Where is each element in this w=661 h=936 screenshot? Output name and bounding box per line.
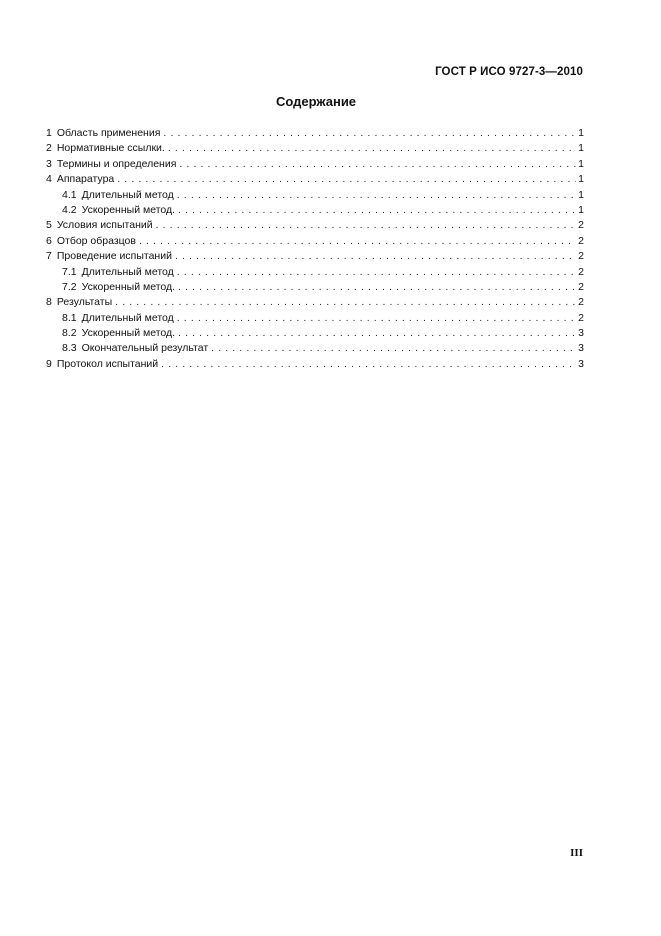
toc-dot-leader (175, 249, 576, 264)
toc-entry[interactable] (46, 357, 584, 372)
toc-entry[interactable] (46, 295, 584, 310)
toc-entry-page: 2 (578, 280, 584, 293)
toc-entry-label: Ускоренный метод. (81, 280, 176, 293)
toc-entry-number: 4 (46, 173, 52, 186)
toc-entry[interactable] (46, 126, 584, 141)
toc-entry-number: 7.1 (62, 265, 77, 278)
toc-dot-leader (177, 188, 576, 203)
toc-entry[interactable] (46, 172, 584, 187)
toc-entry-label: Условия испытаний (56, 219, 153, 232)
toc-subentry[interactable] (46, 311, 584, 326)
toc-entry[interactable] (46, 234, 584, 249)
toc-entry-label: Область применения (56, 127, 161, 139)
toc-entry-page: 1 (578, 142, 584, 155)
table-of-contents (46, 126, 584, 372)
toc-entry-number: 4.2 (62, 203, 77, 216)
page-number: III (570, 847, 583, 859)
toc-entry-page: 1 (578, 203, 584, 216)
toc-entry[interactable] (46, 141, 584, 156)
toc-dot-leader (117, 172, 576, 187)
toc-subentry[interactable] (46, 280, 584, 295)
toc-entry-number: 5 (46, 219, 52, 232)
toc-entry-page: 1 (578, 127, 584, 139)
toc-entry-label: Проведение испытаний (56, 250, 172, 263)
toc-entry-number: 4.1 (62, 188, 77, 201)
toc-entry-label: Отбор образцов (56, 234, 136, 247)
toc-entry-page: 2 (578, 311, 584, 324)
toc-dot-leader (156, 218, 577, 233)
toc-entry-page: 3 (578, 327, 584, 340)
document-code: ГОСТ Р ИСО 9727-3—2010 (435, 66, 583, 78)
toc-entry-label: Ускоренный метод. (81, 203, 176, 216)
toc-entry-label: Аппаратура (56, 173, 115, 186)
toc-dot-leader (139, 234, 576, 249)
toc-entry-page: 3 (578, 357, 584, 370)
toc-entry-number: 7.2 (62, 280, 77, 293)
toc-entry[interactable] (46, 249, 584, 264)
toc-entry-page: 2 (578, 234, 584, 247)
toc-dot-leader (178, 326, 576, 341)
toc-dot-leader (177, 311, 576, 326)
toc-entry-number: 6 (46, 234, 52, 247)
toc-dot-leader (178, 280, 576, 295)
toc-dot-leader (178, 203, 576, 218)
toc-entry-number: 2 (46, 142, 52, 155)
toc-entry-number: 8 (46, 296, 52, 309)
toc-entry-page: 2 (578, 265, 584, 278)
toc-dot-leader (115, 295, 576, 310)
toc-dot-leader (211, 341, 576, 356)
toc-entry-number: 1 (46, 127, 52, 139)
toc-entry-page: 3 (578, 342, 584, 355)
toc-dot-leader (163, 126, 576, 141)
toc-subentry[interactable] (46, 203, 584, 218)
toc-entry-label: Длительный метод (81, 265, 174, 278)
toc-subentry[interactable] (46, 265, 584, 280)
toc-entry-number: 7 (46, 250, 52, 263)
toc-entry-page: 2 (578, 250, 584, 263)
toc-entry-page: 2 (578, 296, 584, 309)
toc-entry-number: 8.2 (62, 327, 77, 340)
toc-entry-label: Ускоренный метод. (81, 327, 176, 340)
toc-subentry[interactable] (46, 326, 584, 341)
toc-dot-leader (177, 265, 576, 280)
toc-entry-label: Термины и определения (56, 157, 177, 170)
toc-entry-number: 8.3 (62, 342, 77, 355)
toc-dot-leader (161, 357, 576, 372)
toc-entry-label: Окончательный результат (81, 342, 209, 355)
toc-entry-number: 8.1 (62, 311, 77, 324)
toc-entry-label: Длительный метод (81, 311, 174, 324)
toc-entry-page: 1 (578, 157, 584, 170)
toc-entry-page: 2 (578, 219, 584, 232)
toc-entry-page: 1 (578, 173, 584, 186)
toc-entry-page: 1 (578, 188, 584, 201)
toc-dot-leader (168, 141, 576, 156)
toc-entry-label: Результаты (56, 296, 113, 309)
toc-entry-number: 9 (46, 357, 52, 370)
toc-entry[interactable] (46, 218, 584, 233)
toc-entry[interactable] (46, 157, 584, 172)
toc-title: Содержание (275, 94, 357, 109)
toc-entry-label: Длительный метод (81, 188, 174, 201)
toc-entry-label: Протокол испытаний (56, 357, 159, 370)
toc-dot-leader (179, 157, 576, 172)
toc-subentry[interactable] (46, 341, 584, 356)
toc-subentry[interactable] (46, 188, 584, 203)
toc-entry-number: 3 (46, 157, 52, 170)
toc-entry-label: Нормативные ссылки. (56, 142, 165, 155)
